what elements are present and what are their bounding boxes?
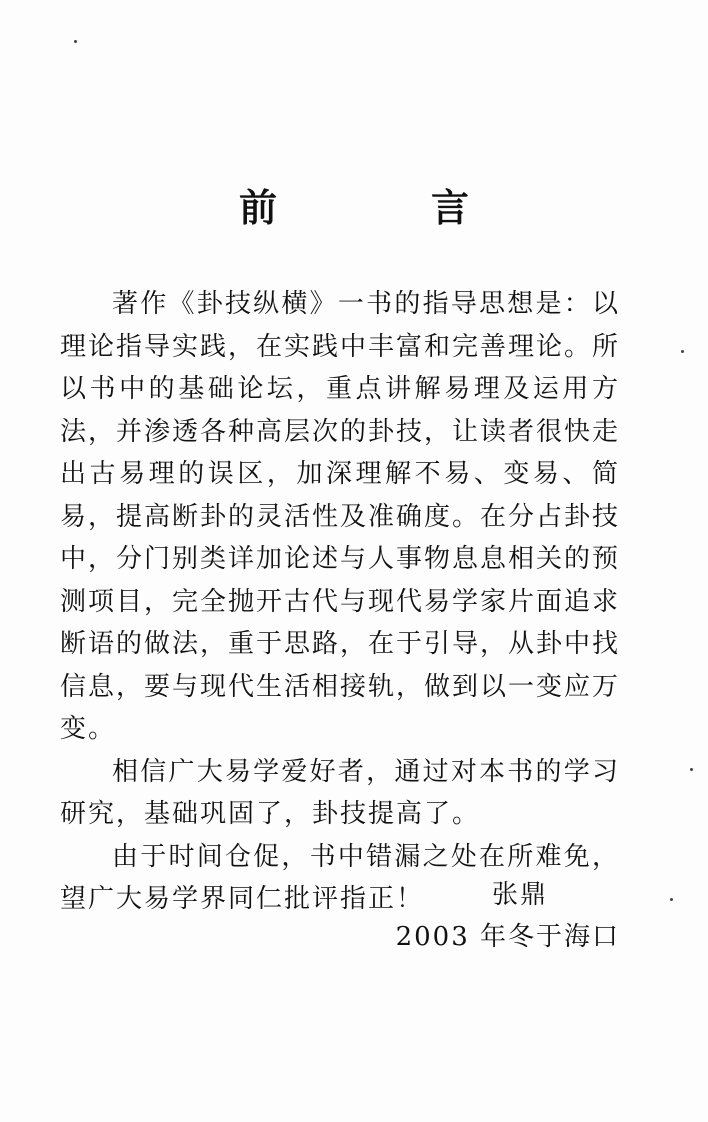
paragraph-1: 著作《卦技纵横》一书的指导思想是：以理论指导实践，在实践中丰富和完善理论。所以书中的基础论坛，重点讲解易理及运用方法，并渗透各种高层次的卦技，让读者很快走出古易理的误区，加深理解不易、变易、简易，提高断卦的灵活性及准确度。在分占卦技中，分门别类详加论述与人事物息息相关的预测项目，完全抛开古代与现代易学家片面追求断语的做法，重于思路，在于引导，从卦中找信息，要与现代生活相接轨，做到以一变应万变。	[60, 289, 621, 744]
preface-body	[60, 283, 620, 921]
scan-speck	[681, 350, 684, 353]
paragraph-3: 由于时间仓促，书中错漏之处在所难免，望广大易学界同仁批评指正！	[60, 841, 620, 914]
scan-speck	[670, 898, 673, 901]
scan-speck	[690, 768, 693, 771]
date-place: 2003 年冬于海口	[395, 922, 620, 952]
scan-speck	[74, 40, 77, 43]
paragraph-2: 相信广大易学爱好者，通过对本书的学习研究，基础巩固了，卦技提高了。	[60, 756, 620, 829]
page-title: 前 言	[238, 186, 527, 230]
author-signature: 张鼎	[491, 880, 548, 910]
